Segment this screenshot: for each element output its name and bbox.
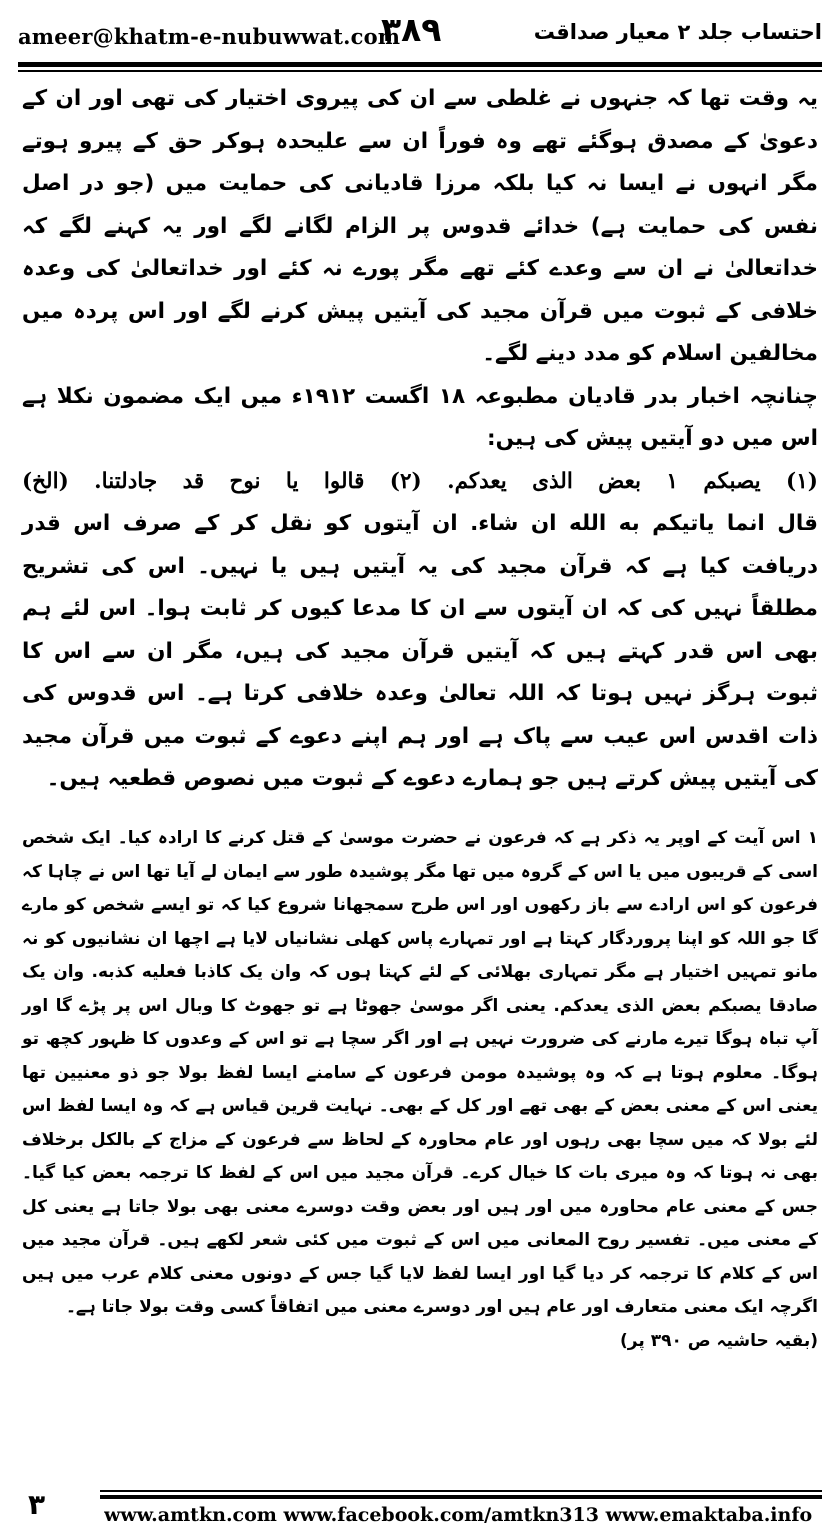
header-rule-thin bbox=[18, 70, 822, 72]
footnote bbox=[22, 822, 818, 1358]
header-rule-thick bbox=[18, 62, 822, 67]
paragraph-1: یہ وقت تھا کہ جنہوں نے غلطی سے ان کی پیروی اختیار کی تھی اور ان کے دعویٰ کے مصدق ہوگئے تھے وہ فوراً ان سے علیحدہ ہوکر حق کے پیرو ہوتے مگر انہوں نے ایسا نہ کیا بلکہ مرزا قادیانی کی حمایت میں (جو در اصل نفس کی حمایت ہے) خدائے قدوس پر الزام لگانے لگے اور یہ کہنے لگے کہ خداتعالیٰ نے ان سے وعدے کئے تھے مگر پورے نہ کئے اور خداتعالیٰ کی وعدہ خلافی کے ثبوت میں قرآن مجید کی آیتیں پیش کرنے لگے اور اس پردہ میں مخالفین اسلام کو مدد دینے لگے۔ bbox=[22, 86, 818, 366]
footnote-continuation: (بقیہ حاشیہ ص ۳۹۰ پر) bbox=[620, 1330, 818, 1351]
paragraph-2: چنانچہ اخبار بدر قادیان مطبوعہ ۱۸ اگست ۱۹۱۲ء میں ایک مضمون نکلا ہے اس میں دو آیتیں پیش کی ہیں: bbox=[22, 383, 818, 451]
header-page-number: ۳۸۹ bbox=[381, 10, 442, 49]
page-footer bbox=[18, 1490, 822, 1534]
paragraph-3: قال انما یاتیکم به الله ان شاء. ان آیتوں کو نقل کر کے صرف اس قدر دریافت کیا ہے کہ قرآن مجید کی یہ آیتیں ہیں یا نہیں۔ اس کی تشریح مطلقاً نہیں کی کہ ان آیتوں سے ان کا مدعا کیوں کر ثابت ہوا۔ اس لئے ہم بھی اس قدر کہتے ہیں کہ آیتیں قرآن مجید کی ہیں، مگر ان سے اس کا ثبوت ہرگز نہیں ہوتا کہ اللہ تعالیٰ وعدہ خلافی کرتا ہے۔ اس قدوس کی ذات اقدس اس عیب سے پاک ہے اور ہم اپنے دعوے کے ثبوت میں قرآن مجید کی آیتیں پیش کرتے ہیں جو ہمارے دعوے کے ثبوت میں نصوص قطعیہ ہیں۔ bbox=[22, 511, 818, 791]
header-email-link[interactable]: ameer@khatm-e-nubuwwat.com bbox=[18, 24, 401, 49]
arabic-verses: (۱) یصبکم ۱ بعض الذی یعدکم. (۲) قالوا یا نوح قد جادلتنا. (الخ) bbox=[22, 468, 818, 494]
header-book-title: احتساب جلد ۲ معیار صداقت bbox=[533, 20, 822, 44]
footnote-text: ۱ اس آیت کے اوپر یہ ذکر ہے کہ فرعون نے حضرت موسیٰ کے قتل کرنے کا ارادہ کیا۔ ایک شخص اسی کے قریبوں میں یا اس کے گروہ میں تھا مگر پوشیدہ طور سے ایمان لے آیا تھا اس نے چاہا کہ فرعون کو اس ارادے سے باز رکھوں اور اس طرح سمجھانا شروع کیا کہ تو ایسے شخص کو مارے گا جو اللہ کو اپنا پروردگار کہتا ہے اور تمہارے پاس کھلی نشانیاں لایا ہے اچھا ان نشانیوں کو نہ مانو تمہیں اختیار ہے مگر تمہاری بھلائی کے لئے کہتا ہوں کہ وان یک کاذبا فعلیه کذبه. وان یک صادقا یصبکم بعض الذی یعدکم. یعنی اگر موسیٰ جھوٹا ہے تو جھوٹ کا وبال اس پر پڑے گا اور آپ تباہ ہوگا تیرے مارنے کی ضرورت نہیں ہے اور اگر سچا ہے تو اس کے وعدوں کا ظہور کچھ تو ہوگا۔ معلوم ہوتا ہے کہ وہ پوشیدہ مومن فرعون کے سامنے ایسا لفظ بولا جو ذو معنیین تھا یعنی اس کے معنی بعض کے بھی تھے اور کل کے بھی۔ نہایت قرین قیاس ہے کہ وہ ایسا لفظ اس لئے بولا کہ میں سچا بھی رہوں اور عام محاورہ کے لحاظ سے فرعون کے مزاج کے بالکل برخلاف بھی نہ ہوتا کہ وہ میری بات کا خیال کرے۔ قرآن مجید میں اس کے لفظ کا ترجمہ بعض کیا گیا۔ جس کے معنی عام محاورہ میں اور ہیں اور بعض وقت دوسرے معنی بھی بولا جاتا ہے یعنی کل کے معنی میں۔ تفسیر روح المعانی میں اس کے ثبوت میں کئی شعر لکھے ہیں۔ قرآن مجید میں اس کے کلام کا ترجمہ کر دیا گیا اور ایسا لفظ لایا گیا جس کے دونوں معنی کلام عرب میں ہیں اگرچہ ایک معنی متعارف اور عام ہیں اور دوسرے معنی میں اتفاقاً کسی وقت بولا جاتا ہے۔ bbox=[22, 828, 818, 1317]
page-header bbox=[18, 10, 822, 56]
footer-page-number: ۳ bbox=[28, 1488, 46, 1521]
footer-rule-thick bbox=[100, 1495, 822, 1499]
main-text bbox=[22, 78, 818, 801]
footer-rule-thin bbox=[100, 1490, 822, 1492]
footer-website-links[interactable]: www.amtkn.com www.facebook.com/amtkn313 www.emaktaba.info bbox=[104, 1504, 813, 1526]
